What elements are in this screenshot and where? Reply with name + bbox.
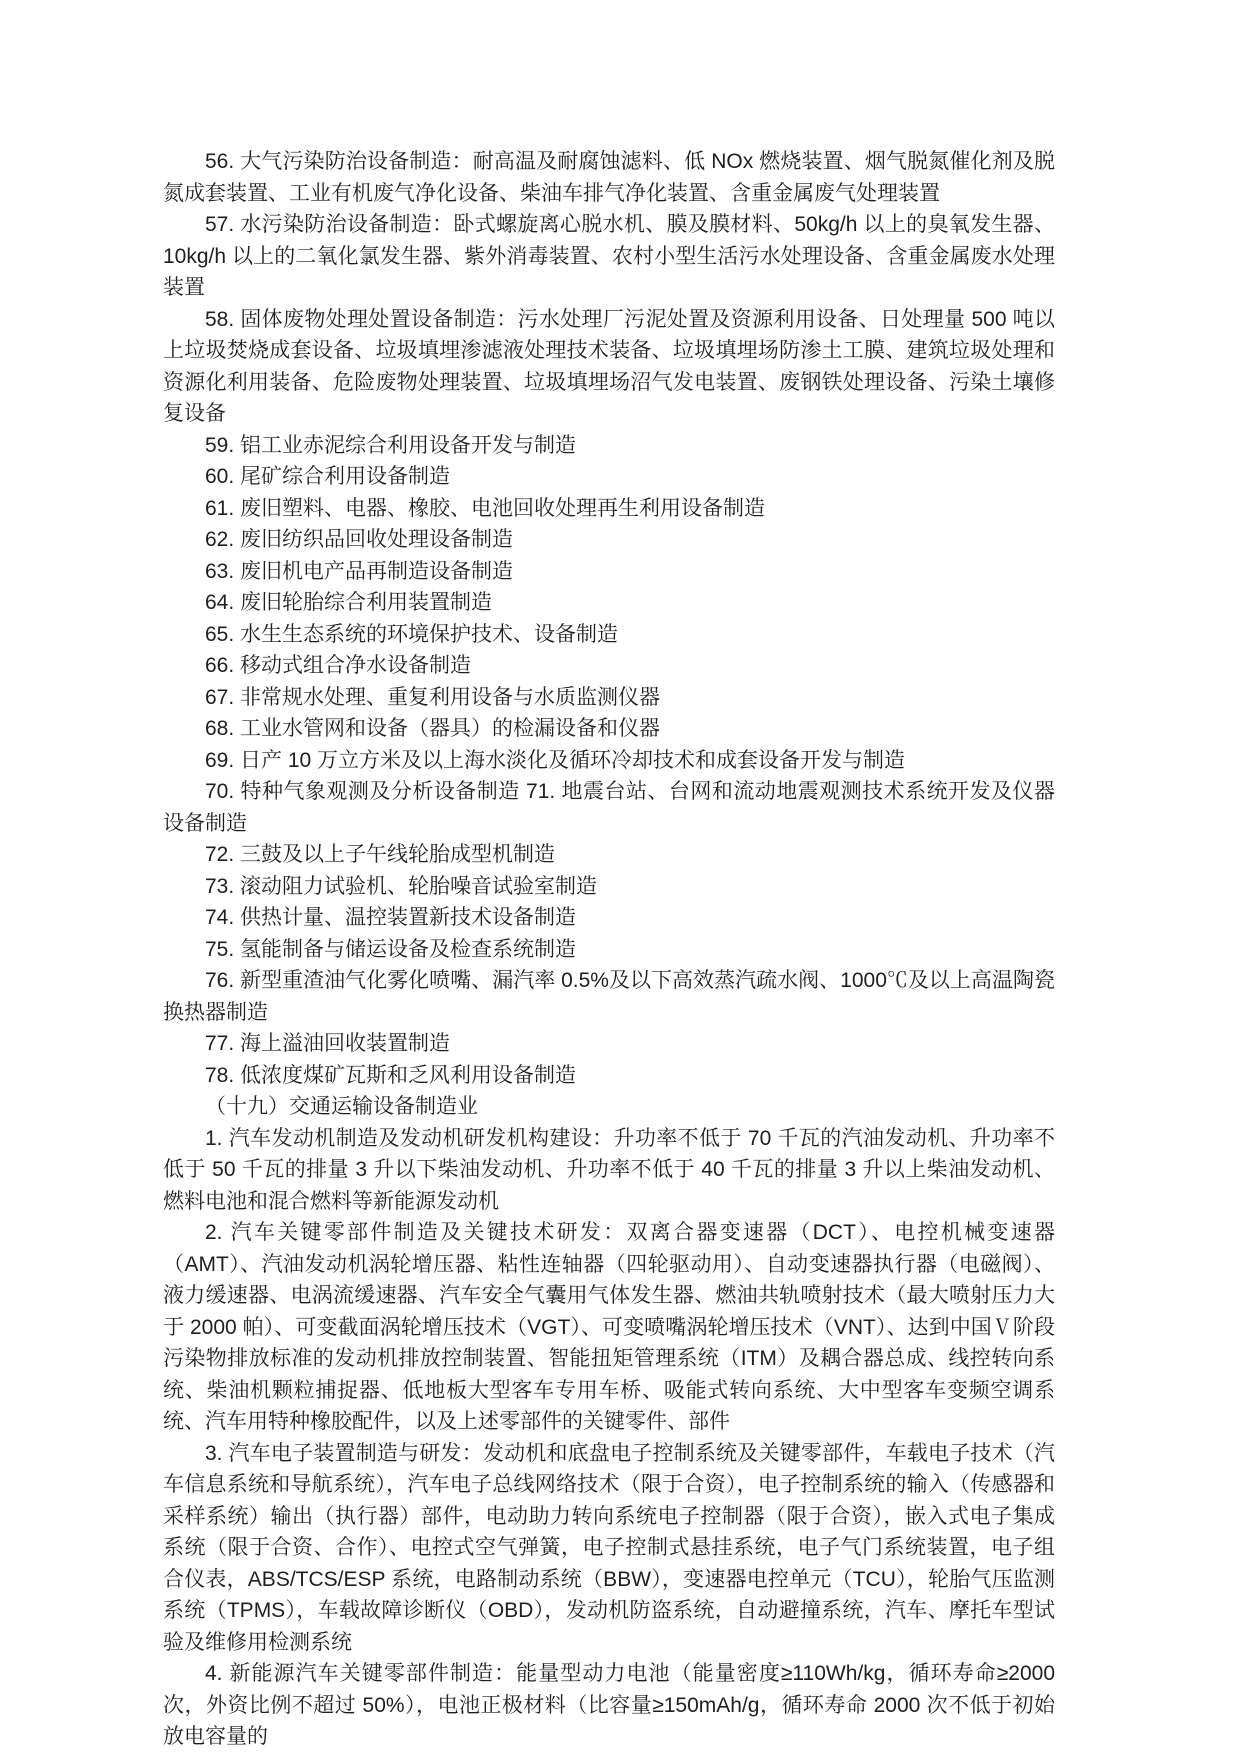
item-4: 4. 新能源汽车关键零部件制造：能量型动力电池（能量密度≥110Wh/kg，循环寿命≥2000 次，外资比例不超过 50%），电池正极材料（比容量≥150mAh/g，循环寿命 2000 次不低于初始放电容量的	[163, 1662, 1055, 1748]
item-75: 75. 氢能制备与储运设备及检查系统制造	[205, 937, 577, 961]
item-73: 73. 滚动阻力试验机、轮胎噪音试验室制造	[205, 874, 598, 898]
item-60: 60. 尾矿综合利用设备制造	[205, 465, 451, 488]
item-76: 76. 新型重渣油气化雾化喷嘴、漏汽率 0.5%及以下高效蒸汽疏水阀、1000℃及以上高温陶瓷换热器制造	[163, 969, 1055, 1024]
item-61: 61. 废旧塑料、电器、橡胶、电池回收处理再生利用设备制造	[205, 496, 766, 520]
item-70-71: 70. 特种气象观测及分析设备制造 71. 地震台站、台网和流动地震观测技术系统开发及仪器设备制造	[163, 780, 1055, 835]
document-body	[163, 146, 1055, 1753]
item-68: 68. 工业水管网和设备（器具）的检漏设备和仪器	[205, 717, 661, 740]
item-2: 2. 汽车关键零部件制造及关键技术研发：双离合器变速器（DCT）、电控机械变速器（AMT）、汽油发动机涡轮增压器、粘性连轴器（四轮驱动用）、自动变速器执行器（电磁阀）、液力缓速器、电涡流缓速器、汽车安全气囊用气体发生器、燃油共轨喷射技术（最大喷射压力大于 2000 帕）、可变截面涡轮增压技术（VGT）、可变喷嘴涡轮增压技术（VNT）、达到中国Ⅴ阶段污染物排放标准的发动机排放控制装置、智能扭矩管理系统（ITM）及耦合器总成、线控转向系统、柴油机颗粒捕捉器、低地板大型客车专用车桥、吸能式转向系统、大中型客车变频空调系统、汽车用特种橡胶配件，以及上述零部件的关键零件、部件	[163, 1221, 1055, 1433]
item-69: 69. 日产 10 万立方米及以上海水淡化及循环冷却技术和成套设备开发与制造	[205, 748, 906, 772]
item-59: 59. 铝工业赤泥综合利用设备开发与制造	[205, 433, 577, 457]
item-63: 63. 废旧机电产品再制造设备制造	[205, 559, 514, 583]
item-66: 66. 移动式组合净水设备制造	[205, 654, 472, 677]
item-62: 62. 废旧纺织品回收处理设备制造	[205, 528, 514, 551]
item-3: 3. 汽车电子装置制造与研发：发动机和底盘电子控制系统及关键零部件，车载电子技术（汽车信息系统和导航系统），汽车电子总线网络技术（限于合资），电子控制系统的输入（传感器和采样系统）输出（执行器）部件，电动助力转向系统电子控制器（限于合资），嵌入式电子集成系统（限于合资、合作）、电控式空气弹簧，电子控制式悬挂系统，电子气门系统装置，电子组合仪表，ABS/TCS/ESP 系统，电路制动系统（BBW），变速器电控单元（TCU），轮胎气压监测系统（TPMS），车载故障诊断仪（OBD），发动机防盗系统，自动避撞系统，汽车、摩托车型试验及维修用检测系统	[163, 1441, 1055, 1654]
section-19-heading: （十九）交通运输设备制造业	[205, 1095, 478, 1118]
item-58: 58. 固体废物处理处置设备制造：污水处理厂污泥处置及资源利用设备、日处理量 500 吨以上垃圾焚烧成套设备、垃圾填埋渗滤液处理技术装备、垃圾填埋场防渗土工膜、建筑垃圾处理和资源化利用装备、危险废物处理装置、垃圾填埋场沼气发电装置、废钢铁处理设备、污染土壤修复设备	[163, 307, 1055, 425]
item-56: 56. 大气污染防治设备制造：耐高温及耐腐蚀滤料、低 NOx 燃烧装置、烟气脱氮催化剂及脱氮成套装置、工业有机废气净化设备、柴油车排气净化装置、含重金属废气处理装置	[163, 150, 1055, 205]
item-78: 78. 低浓度煤矿瓦斯和乏风利用设备制造	[205, 1063, 577, 1087]
item-65: 65. 水生生态系统的环境保护技术、设备制造	[205, 622, 619, 646]
item-57: 57. 水污染防治设备制造：卧式螺旋离心脱水机、膜及膜材料、50kg/h 以上的臭氧发生器、10kg/h 以上的二氧化氯发生器、紫外消毒装置、农村小型生活污水处理设备、含重金属废水处理装置	[163, 213, 1055, 299]
item-67: 67. 非常规水处理、重复利用设备与水质监测仪器	[205, 685, 661, 709]
item-74: 74. 供热计量、温控装置新技术设备制造	[205, 906, 577, 929]
item-1: 1. 汽车发动机制造及发动机研发机构建设：升功率不低于 70 千瓦的汽油发动机、升功率不低于 50 千瓦的排量 3 升以下柴油发动机、升功率不低于 40 千瓦的排量 3 升以上柴油发动机、燃料电池和混合燃料等新能源发动机	[163, 1126, 1055, 1213]
item-77: 77. 海上溢油回收装置制造	[205, 1032, 451, 1055]
item-72: 72. 三鼓及以上子午线轮胎成型机制造	[205, 843, 556, 866]
item-64: 64. 废旧轮胎综合利用装置制造	[205, 591, 493, 614]
